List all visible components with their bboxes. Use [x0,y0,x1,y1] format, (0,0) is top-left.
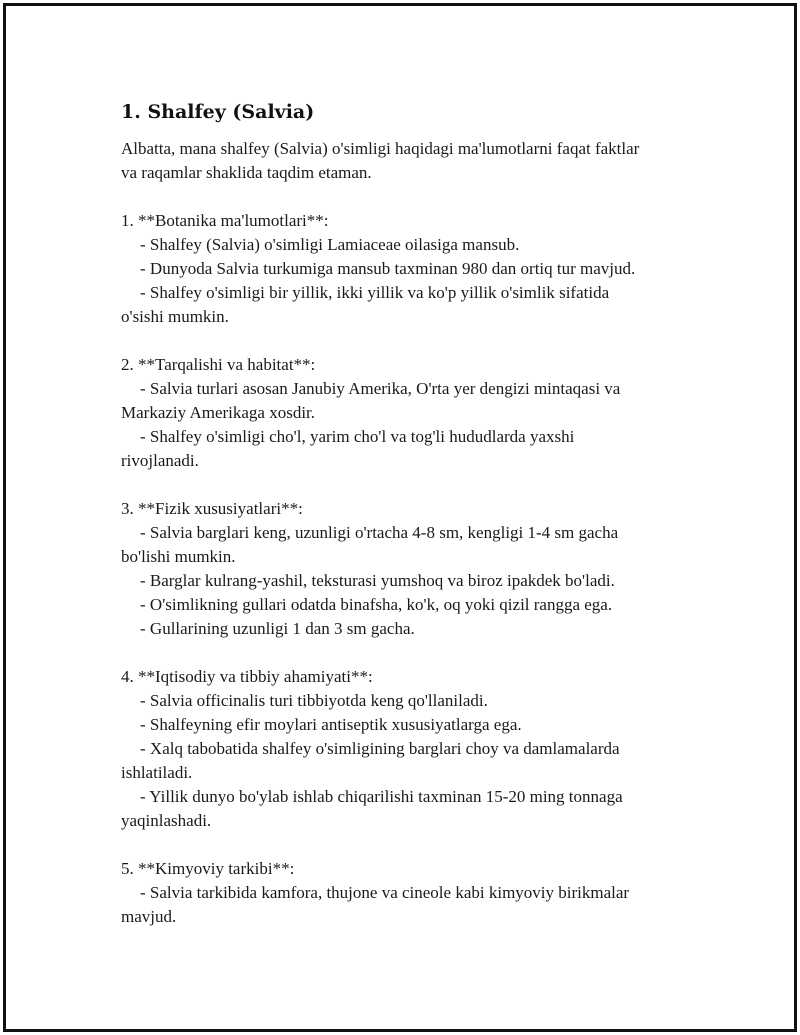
document-title: 1. Shalfey (Salvia) [121,101,315,123]
continuation-line [121,545,701,569]
continuation-line [121,809,701,833]
section-4 [121,665,701,833]
line-text: - Xalq tabobatida shalfey o'simligining barglari choy va damlamalarda [140,739,620,758]
continuation-line [121,905,701,929]
line-text: ishlatiladi. [121,763,193,782]
document-body [121,99,701,929]
line-text: - O'simlikning gullari odatda binafsha, ko'k, oq yoki qizil rangga ega. [140,595,613,614]
bullet-line [121,737,701,761]
intro-line: va raqamlar shaklida taqdim etaman. [121,163,372,182]
section-heading: 3. **Fizik xususiyatlari**: [121,499,303,518]
bullet-line [121,425,701,449]
bullet-line [121,593,701,617]
section-heading: 1. **Botanika ma'lumotlari**: [121,211,329,230]
bullet-line [121,281,701,305]
sections-container [121,185,701,929]
bullet-line [121,713,701,737]
bullet-line [121,377,701,401]
continuation-line [121,305,701,329]
line-text: - Shalfeyning efir moylari antiseptik xususiyatlarga ega. [140,715,522,734]
bullet-line [121,881,701,905]
line-text: o'sishi mumkin. [121,307,229,326]
line-text: - Yillik dunyo bo'ylab ishlab chiqarilishi taxminan 15-20 ming tonnaga [140,787,623,806]
page-frame [3,3,797,1032]
continuation-line [121,761,701,785]
bullet-line [121,257,701,281]
section-gap [121,329,701,353]
line-text: rivojlanadi. [121,451,199,470]
section-1 [121,209,701,329]
intro-paragraph [121,137,701,185]
line-text: mavjud. [121,907,177,926]
section-gap [121,185,701,209]
section-3 [121,497,701,641]
line-text: - Shalfey (Salvia) o'simligi Lamiaceae oilasiga mansub. [140,235,520,254]
line-text: - Barglar kulrang-yashil, teksturasi yumshoq va biroz ipakdek bo'ladi. [140,571,615,590]
line-text: - Salvia turlari asosan Janubiy Amerika, O'rta yer dengizi mintaqasi va [140,379,621,398]
bullet-line [121,569,701,593]
line-text: - Gullarining uzunligi 1 dan 3 sm gacha. [140,619,415,638]
line-text: - Salvia barglari keng, uzunligi o'rtacha 4-8 sm, kengligi 1-4 sm gacha [140,523,619,542]
continuation-line [121,449,701,473]
bullet-line [121,617,701,641]
section-gap [121,473,701,497]
line-text: - Shalfey o'simligi bir yillik, ikki yillik va ko'p yillik o'simlik sifatida [140,283,610,302]
bullet-line [121,689,701,713]
bullet-line [121,233,701,257]
section-2 [121,353,701,473]
bullet-line [121,521,701,545]
section-gap [121,833,701,857]
bullet-line [121,785,701,809]
line-text: yaqinlashadi. [121,811,212,830]
line-text: - Dunyoda Salvia turkumiga mansub taxminan 980 dan ortiq tur mavjud. [140,259,636,278]
line-text: - Shalfey o'simligi cho'l, yarim cho'l va tog'li hududlarda yaxshi [140,427,575,446]
continuation-line [121,401,701,425]
line-text: Markaziy Amerikaga xosdir. [121,403,316,422]
line-text: - Salvia tarkibida kamfora, thujone va cineole kabi kimyoviy birikmalar [140,883,630,902]
section-heading: 4. **Iqtisodiy va tibbiy ahamiyati**: [121,667,373,686]
line-text: bo'lishi mumkin. [121,547,236,566]
intro-line: Albatta, mana shalfey (Salvia) o'simligi haqidagi ma'lumotlarni faqat faktlar [121,139,640,158]
section-heading: 5. **Kimyoviy tarkibi**: [121,859,295,878]
section-5 [121,857,701,929]
section-gap [121,641,701,665]
section-heading: 2. **Tarqalishi va habitat**: [121,355,316,374]
line-text: - Salvia officinalis turi tibbiyotda keng qo'llaniladi. [140,691,488,710]
